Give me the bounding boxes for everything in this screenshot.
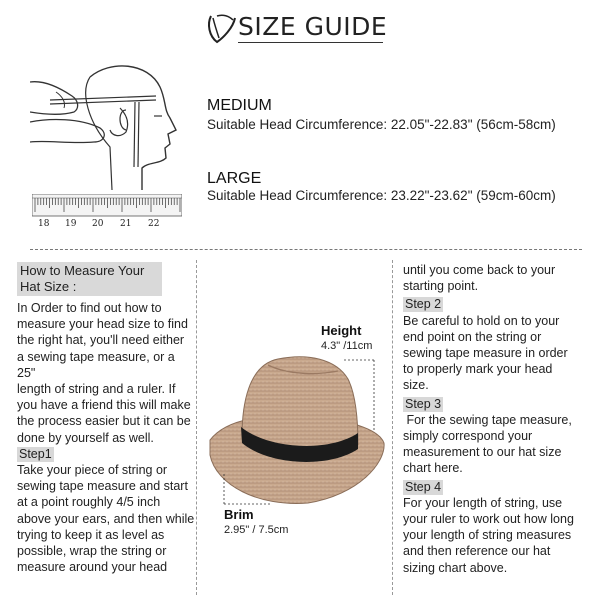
size-medium-desc: Suitable Head Circumference: 22.05"-22.83" (56cm-58cm) xyxy=(207,117,556,132)
text-line: your length of string measures xyxy=(403,528,572,543)
text-line: to properly mark your head xyxy=(403,362,553,377)
title-underline xyxy=(238,42,383,43)
text-line: Be careful to hold on to your xyxy=(403,313,560,328)
height-label: Height xyxy=(321,323,362,338)
step2-label: Step 2 xyxy=(405,297,442,312)
text-line: size. xyxy=(403,378,429,393)
text-line: end point on the string or xyxy=(403,329,542,344)
howto-intro xyxy=(17,300,195,575)
step1-label: Step1 xyxy=(19,446,52,461)
text-line: your ruler to work out how long xyxy=(403,512,574,527)
height-value: 4.3" /11cm xyxy=(321,340,373,352)
step3-label: Step 3 xyxy=(405,396,442,411)
size-medium-name: MEDIUM xyxy=(207,97,272,114)
size-large-name: LARGE xyxy=(207,170,262,187)
text-line: until you come back to your xyxy=(403,263,556,277)
text-line: chart here. xyxy=(403,461,463,476)
ruler-label: 18 xyxy=(38,219,50,229)
text-line: above your ears, and then while xyxy=(17,511,195,526)
ruler-label: 19 xyxy=(65,219,77,229)
column-separator xyxy=(196,260,197,595)
step4-label: Step 4 xyxy=(405,479,442,494)
ruler-label: 21 xyxy=(120,219,132,229)
text-line: at a point roughly 4/5 inch xyxy=(17,495,161,510)
text-line: you have a friend this will make xyxy=(17,398,191,413)
text-line: For your length of string, use xyxy=(403,495,563,510)
text-line: sizing chart above. xyxy=(403,560,508,575)
text-line: Take your piece of string or xyxy=(17,463,168,478)
ruler-label: 20 xyxy=(92,219,104,229)
text-line: starting point. xyxy=(403,279,479,294)
text-line: measurement to our hat size xyxy=(403,445,562,460)
hat-logo-icon xyxy=(203,10,239,46)
text-line: For the sewing tape measure, xyxy=(403,412,572,427)
text-line: sewing tape measure and start xyxy=(17,479,188,494)
text-line: done by yourself as well. xyxy=(17,430,154,445)
text-line: the right hat, you'll need either xyxy=(17,333,185,348)
section-divider xyxy=(30,249,582,250)
brim-value: 2.95" / 7.5cm xyxy=(224,524,289,536)
brim-label: Brim xyxy=(224,507,254,522)
text-line: sewing tape measure in order xyxy=(403,346,568,361)
column-separator xyxy=(392,260,393,595)
size-large-desc: Suitable Head Circumference: 23.22"-23.62" (59cm-60cm) xyxy=(207,188,556,203)
ruler-labels xyxy=(32,219,182,233)
right-column-text xyxy=(403,262,595,576)
text-line: a sewing tape measure, or a 25" xyxy=(17,349,175,380)
text-line: simply correspond your xyxy=(403,429,533,444)
text-line: measure around your head xyxy=(17,560,168,575)
howto-heading: How to Measure Your Hat Size : xyxy=(17,262,162,296)
head-measuring-illustration xyxy=(30,52,180,192)
ruler-label: 22 xyxy=(148,219,160,229)
text-line: possible, wrap the string or xyxy=(17,544,167,559)
text-line: and then reference our hat xyxy=(403,544,551,559)
page-title: SIZE GUIDE xyxy=(238,12,388,41)
text-line: the process easier but it can be xyxy=(17,414,191,429)
text-line: length of string and a ruler. If xyxy=(17,382,176,397)
height-dimension-line xyxy=(340,354,380,434)
text-line: trying to keep it as level as xyxy=(17,527,165,542)
text-line: In Order to find out how to xyxy=(17,301,162,315)
brim-dimension-line xyxy=(218,470,278,510)
text-line: measure your head size to find xyxy=(17,317,188,332)
